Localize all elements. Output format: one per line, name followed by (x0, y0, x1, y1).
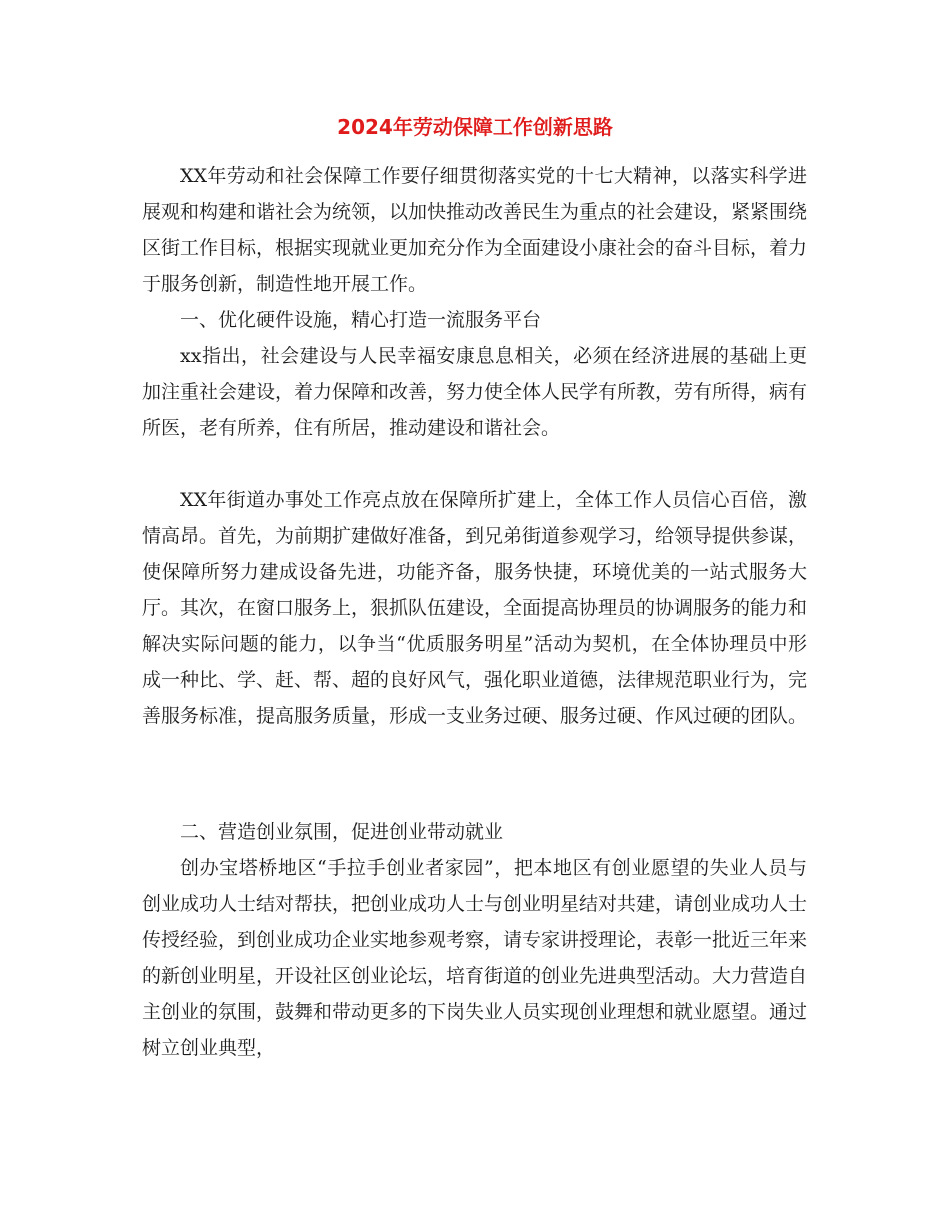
section-heading-2: 二、营造创业氛围，促进创业带动就业 (180, 821, 504, 843)
paragraph-section-1-b: XX年街道办事处工作亮点放在保障所扩建上，全体工作人员信心百倍，激情高昂。首先，为前期扩建做好准备，到兄弟街道参观学习，给领导提供参谋，使保障所努力建成设备先进，功能齐备，服务快捷，环境优美的一站式服务大厅。其次，在窗口服务上，狠抓队伍建设，全面提高协理员的协调服务的能力和解决实际问题的能力，以争当“优质服务明星”活动为契机，在全体协理员中形成一种比、学、赶、帮、超的良好风气，强化职业道德，法律规范职业行为，完善服务标准，提高服务质量，形成一支业务过硬、服务过硬、作风过硬的团队。 (142, 489, 808, 727)
paragraph-section-2-a: 创办宝塔桥地区“手拉手创业者家园”，把本地区有创业愿望的失业人员与创业成功人士结对帮扶，把创业成功人士与创业明星结对共建，请创业成功人士传授经验，到创业成功企业实地参观考察，请专家讲授理论，表彰一批近三年来的新创业明星，开设社区创业论坛，培育街道的创业先进典型活动。大力营造自主创业的氛围，鼓舞和带动更多的下岗失业人员实现创业理想和就业愿望。通过树立创业典型， (142, 857, 808, 1059)
section-heading-1: 一、优化硬件设施，精心打造一流服务平台 (180, 309, 542, 331)
document-title: 2024年劳动保障工作创新思路 (337, 115, 613, 139)
paragraph-section-1-a: xx指出，社会建设与人民幸福安康息息相关，必须在经济进展的基础上更加注重社会建设，着力保障和改善，努力使全体人民学有所教，劳有所得，病有所医，老有所养，住有所居，推动建设和谐社会。 (142, 345, 808, 439)
paragraph-intro: XX年劳动和社会保障工作要仔细贯彻落实党的十七大精神，以落实科学进展观和构建和谐社会为统领，以加快推动改善民生为重点的社会建设，紧紧围绕区街工作目标，根据实现就业更加充分作为全面建设小康社会的奋斗目标，着力于服务创新，制造性地开展工作。 (142, 165, 808, 295)
